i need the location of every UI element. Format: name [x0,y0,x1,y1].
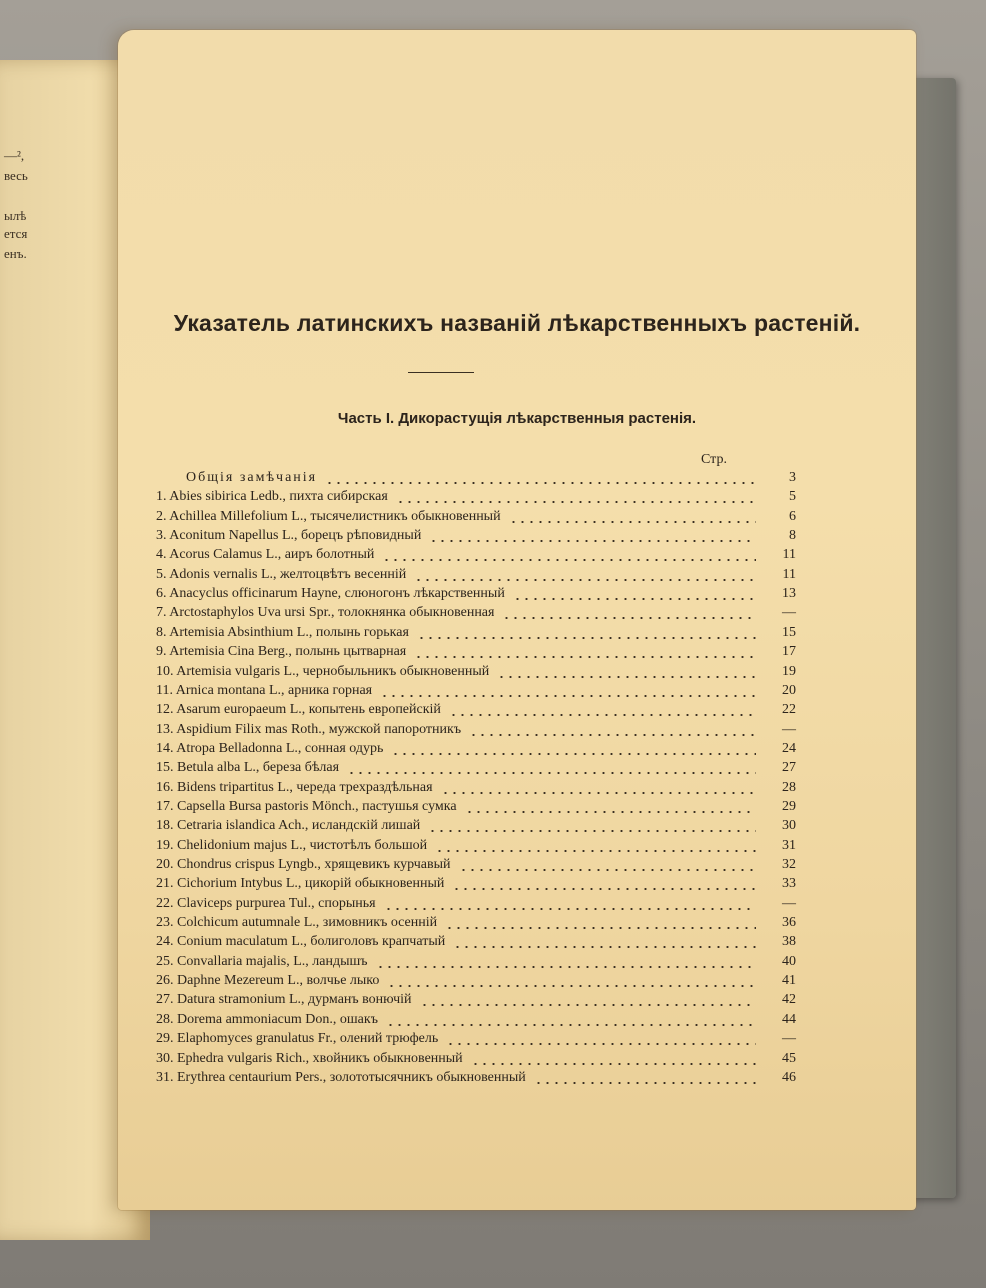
index-entry-page: 6 [789,508,796,524]
index-entry [156,876,796,895]
index-entry [156,760,796,779]
index-entry-page: 11 [782,547,796,563]
index-entry [156,838,796,857]
leader-dots [414,579,756,581]
index-entry [156,702,796,721]
leader-dots [449,714,756,716]
index-entry-label: 13. Aspidium Filix mas Roth., мужской папоротникъ [156,721,462,737]
leader-dots [471,1063,756,1065]
index-entry-page: 5 [789,489,796,505]
index-entry-label: 3. Aconitum Napellus L., борецъ рѣповидный [156,528,422,544]
leader-dots [459,869,757,871]
index-entry-label: 27. Datura stramonium L., дурманъ вонючій [156,992,412,1008]
leader-dots [386,1024,756,1026]
leader-dots [446,1043,756,1045]
index-entry [156,1051,796,1070]
index-entry-page: — [782,605,796,621]
section-subtitle: Часть I. Дикорастущія лѣкарственныя растенія. [337,410,697,427]
index-entry-label: 25. Convallaria majalis, L., ландышъ [156,953,368,969]
leader-dots [534,1082,756,1084]
leader-dots [376,966,756,968]
index-entry-label: 5. Adonis vernalis L., желтоцвѣтъ весенній [156,566,407,582]
index-entry-page: 3 [789,470,796,485]
index-entry [156,799,796,818]
index-entry [156,780,796,799]
index-entry [156,1070,796,1089]
index-entry-page: 38 [782,934,796,950]
index-entry [156,586,796,605]
index-entry [156,567,796,586]
leader-dots [465,811,756,813]
index-entry-page: 33 [782,876,796,892]
index-entry [156,509,796,528]
index-entry [156,683,796,702]
index-entry [156,915,796,934]
leader-dots [387,985,756,987]
leader-dots [417,637,756,639]
left-page-fragment: —², [4,148,25,163]
index-entry-label: 19. Chelidonium majus L., чистотѣлъ большой [156,837,428,853]
index-entry-label: 17. Capsella Bursa pastoris Mönch., пастушья сумка [156,798,457,814]
index-entry-page: 42 [782,992,796,1008]
index-entry-label: 8. Artemisia Absinthium L., полынь горькая [156,624,409,640]
index-entry [156,818,796,837]
index-entry-label: 6. Anacyclus officinarum Hayne, слюногонъ лѣкарственный [156,586,505,602]
index-entry-page: 20 [782,682,796,698]
index-entry-label: 22. Claviceps purpurea Tul., спорынья [156,895,376,911]
leader-dots [414,656,756,658]
leader-dots [509,521,756,523]
index-entry-page: 31 [782,837,796,853]
index-entry [156,489,796,508]
index-entry-page: 17 [782,644,796,660]
right-page [118,30,916,1210]
index-entry-page: 28 [782,779,796,795]
index-entry [156,528,796,547]
index-entry-label: 12. Asarum europaeum L., копытень европейскій [156,702,441,718]
index-entry [156,741,796,760]
leader-dots [445,927,756,929]
index-entry-page: — [782,721,796,737]
index-entry-page: 24 [782,740,796,756]
index-entry [156,934,796,953]
leader-dots [380,695,756,697]
index-entry-label: 1. Abies sibirica Ledb., пихта сибирская [156,489,388,505]
index-entry-page: 13 [782,586,796,602]
index-entry [156,992,796,1011]
index-entry-page: 27 [782,760,796,776]
leader-dots [420,1004,757,1006]
index-entry-label: 10. Artemisia vulgaris L., чернобыльникъ обыкновенный [156,663,490,679]
index-entry [156,605,796,624]
index-entry-general [186,470,796,489]
leader-dots [347,772,756,774]
index-entry-label: 11. Arnica montana L., арника горная [156,682,373,698]
index-entry-label: 7. Arctostaphylos Uva ursi Spr., толокнянка обыкновенная [156,605,495,621]
index-entry-label: 31. Erythrea centaurium Pers., золототысячникъ обыкновенный [156,1069,526,1085]
left-page-fragment: весь [4,168,28,183]
index-entry-label: 28. Dorema ammoniacum Don., ошакъ [156,1011,378,1027]
index-entry-page: 8 [789,528,796,544]
index-entry-page: 11 [782,566,796,582]
index-entry-label: 2. Achillea Millefolium L., тысячелистникъ обыкновенный [156,508,501,524]
left-page-fragment: ется [4,226,28,241]
title-rule [408,372,474,373]
leader-dots [429,540,756,542]
index-entry-page: 45 [782,1050,796,1066]
leader-dots [452,888,756,890]
leader-dots [435,850,756,852]
leader-dots [502,617,756,619]
index-entry-label: 21. Cichorium Intybus L., цикорій обыкновенный [156,876,445,892]
index-entry-page: 30 [782,818,796,834]
leader-dots [391,753,756,755]
index-entry-label: 26. Daphne Mezereum L., волчье лыко [156,973,380,989]
index-entry [156,644,796,663]
leader-dots [497,676,756,678]
leader-dots [325,482,756,484]
index-entry-label: 9. Artemisia Cina Berg., полынь цытварная [156,644,407,660]
index-entry-label: 15. Betula alba L., береза бѣлая [156,760,340,776]
leader-dots [469,734,756,736]
index-entry [156,1012,796,1031]
leader-dots [513,598,756,600]
index-entry-page: 41 [782,973,796,989]
leader-dots [441,792,756,794]
leader-dots [428,830,756,832]
index-entry-page: — [782,895,796,911]
index-entry-page: 15 [782,624,796,640]
index-entry-page: 32 [782,857,796,872]
leader-dots [382,559,756,561]
index-entry [156,625,796,644]
index-entry-page: 29 [782,798,796,814]
index-entry [156,722,796,741]
index-entry [156,547,796,566]
index-entry-label: 29. Elaphomyces granulatus Fr., олений трюфель [156,1031,439,1047]
index-entry-page: — [782,1031,796,1047]
leader-dots [453,946,756,948]
index-entry-label: 16. Bidens tripartitus L., череда трехраздѣльная [156,779,433,795]
index-entry-label: 24. Conium maculatum L., болиголовъ крапчатый [156,934,446,950]
index-entry-label: 18. Cetraria islandica Ach., исландскій лишай [156,818,421,834]
left-page-fragment: ылѣ [4,208,27,223]
index-entry-page: 46 [782,1069,796,1085]
index-entry-page: 44 [782,1011,796,1027]
index-entry-page: 40 [782,953,796,969]
index-entry-label: 30. Ephedra vulgaris Rich., хвойникъ обыкновенный [156,1050,463,1066]
index-entry [156,1031,796,1050]
left-page-fragment: енъ. [4,246,27,261]
index-entry-label: 20. Chondrus crispus Lyngb., хрящевикъ курчавый [156,857,451,872]
index-entry [156,973,796,992]
index-entry [156,664,796,683]
leader-dots [384,908,756,910]
index-entry [156,857,796,876]
index-entry-label: 14. Atropa Belladonna L., сонная одурь [156,740,384,756]
index-entry-page: 36 [782,915,796,931]
index-entry [156,896,796,915]
index-entry-page: 19 [782,663,796,679]
index-entry-label: Общія замѣчанія [186,470,318,485]
page-title: Указатель латинскихъ названій лѣкарственныхъ растеній. [173,310,861,336]
index-entry-page: 22 [782,702,796,718]
index-entry-label: 23. Colchicum autumnale L., зимовникъ осенній [156,915,438,931]
leader-dots [396,501,756,503]
index-entry-label: 4. Acorus Calamus L., аиръ болотный [156,547,375,563]
index-entry [156,954,796,973]
page-column-header: Стр. [701,452,727,467]
